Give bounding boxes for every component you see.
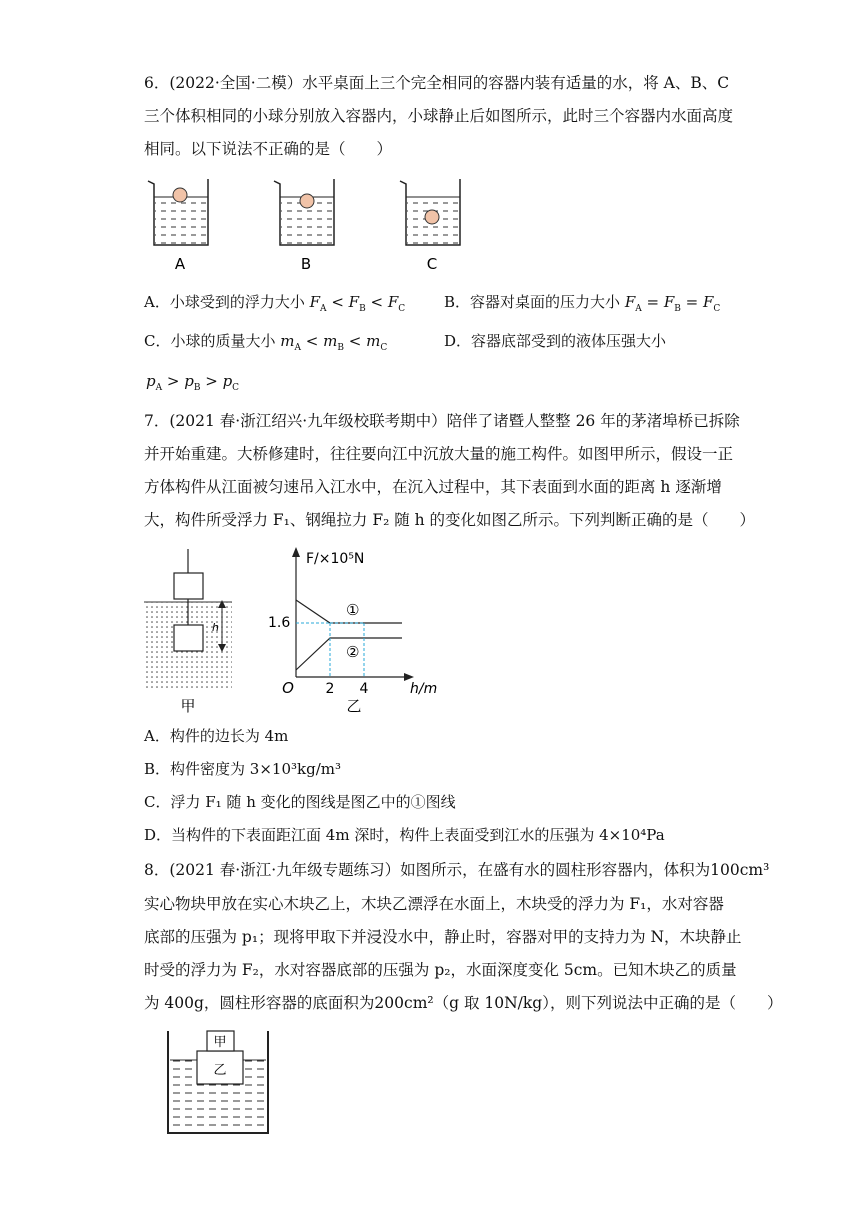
origin-label: O [282, 679, 294, 697]
jia-caption: 甲 [180, 697, 196, 715]
q8-stem-line-5: 为 400g，圆柱形容器的底面积为200cm²（g 取 10N/kg），则下列说法中正确的是（ ） [144, 994, 783, 1012]
q8-stem-line-3: 底部的压强为 p₁；现将甲取下并浸没水中，静止时，容器对甲的支持力为 N，木块静止 [144, 928, 742, 946]
yi-label: 乙 [213, 1063, 227, 1078]
block-submerged [174, 625, 203, 651]
q6-option-b [444, 291, 720, 320]
q7-option-a: A．构件的边长为 4m [144, 727, 289, 745]
curve-1-label: ① [346, 601, 360, 619]
q7-stem-line-3: 方体构件从江面被匀速吊入江水中，在沉入过程中，其下表面到水面的距离 h 逐渐增 [144, 478, 722, 496]
ball-a [173, 188, 187, 202]
q6-option-a-text: A．小球受到的浮力大小 [144, 293, 305, 311]
block-above-water [174, 573, 203, 599]
q7-option-d: D．当构件的下表面距江面 4m 深时，构件上表面受到江水的压强为 4×10⁴Pa [144, 826, 665, 844]
q6-option-c-math: $m_A < m_B < m_C$ [280, 332, 388, 353]
beaker-b [274, 179, 334, 245]
q7-stem-line-2: 并开始重建。大桥修建时，往往要向江中沉放大量的施工构件。如图甲所示，假设一正 [144, 445, 734, 463]
q8-stem-line-2: 实心物块甲放在实心木块乙上，木块乙漂浮在水面上，木块受的浮力为 F₁，水对容器 [144, 895, 724, 913]
h-label: h [212, 621, 219, 634]
q6-option-d-math: $p_A > p_B > p_C$ [146, 372, 240, 393]
q6-option-a-math: $F_A < F_B < F_C$ [309, 293, 406, 314]
y-axis-label: F/×10⁵N [306, 551, 365, 567]
q6-beakers-figure [140, 175, 470, 275]
q6-stem-line-2: 三个体积相同的小球分别放入容器内，小球静止后如图所示，此时三个容器内水面高度 [144, 107, 734, 125]
q7-option-b: B．构件密度为 3×10³kg/m³ [144, 760, 341, 778]
q6-option-c-text: C．小球的质量大小 [144, 332, 276, 350]
yi-caption: 乙 [346, 697, 362, 715]
q7-stem-line-1: 7．(2021 春·浙江绍兴·九年级校联考期中）陪伴了诸暨人整整 26 年的茅渚埠桥已拆除 [144, 412, 740, 430]
q6-option-c [144, 330, 387, 359]
beaker-c [400, 179, 460, 245]
x-axis-label: h/m [410, 681, 438, 697]
q7-figure-jia [140, 545, 260, 715]
beaker-a [148, 179, 208, 245]
jia-label: 甲 [213, 1035, 227, 1050]
label-a: A [174, 255, 186, 273]
curve-2-label: ② [346, 643, 360, 661]
q6-option-b-text: B．容器对桌面的压力大小 [444, 293, 621, 311]
ball-b [300, 194, 314, 208]
q7-option-c: C．浮力 F₁ 随 h 变化的图线是图乙中的①图线 [144, 793, 456, 811]
label-c: C [426, 255, 438, 273]
q8-stem-line-1: 8．(2021 春·浙江·九年级专题练习）如图所示，在盛有水的圆柱形容器内，体积为100cm³ [144, 861, 770, 879]
q6-option-d: D．容器底部受到的液体压强大小 [444, 332, 667, 350]
q7-figure-yi-graph [262, 545, 462, 715]
x-tick-2: 2 [325, 681, 335, 697]
label-b: B [300, 255, 312, 273]
q6-stem-line-1: 6．(2022·全国·二模）水平桌面上三个完全相同的容器内装有适量的水，将 A、B、C [144, 74, 730, 92]
q8-container-figure [160, 1025, 280, 1140]
x-tick-4: 4 [359, 681, 369, 697]
q6-option-b-math: $F_A = F_B = F_C$ [624, 293, 721, 314]
y-tick-1.6: 1.6 [268, 615, 291, 631]
q6-option-a [144, 291, 405, 320]
q6-stem-line-3: 相同。以下说法不正确的是（ ） [144, 140, 393, 158]
ball-c [425, 210, 439, 224]
q8-stem-line-4: 时受的浮力为 F₂，水对容器底部的压强为 p₂，水面深度变化 5cm。已知木块乙的质量 [144, 961, 737, 979]
q7-stem-line-4: 大，构件所受浮力 F₁、钢绳拉力 F₂ 随 h 的变化如图乙所示。下列判断正确的是（ ） [144, 511, 756, 529]
